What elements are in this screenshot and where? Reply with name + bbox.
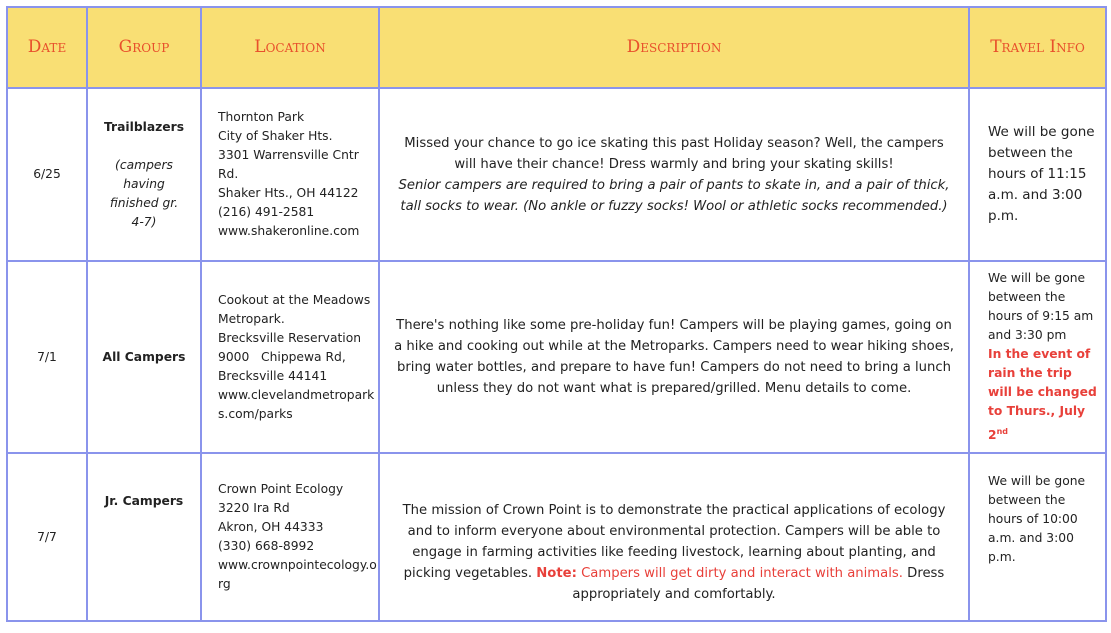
group-cell bbox=[87, 88, 201, 261]
location-line: (330) 668-8992 bbox=[218, 539, 315, 553]
location-line: Akron, OH 44333 bbox=[218, 520, 324, 534]
location-cell bbox=[201, 453, 379, 621]
ordinal-suffix: nd bbox=[996, 426, 1008, 436]
travel-cell: We will be gone between the hours of 11:15 a.m. and 3:00 p.m. bbox=[969, 88, 1106, 261]
description-cell bbox=[379, 88, 969, 261]
location-line: City of Shaker Hts. bbox=[218, 129, 333, 143]
location-cell bbox=[201, 88, 379, 261]
note-label: Note: bbox=[536, 565, 577, 581]
group-name: Trailblazers bbox=[103, 119, 185, 134]
date-cell: 7/1 bbox=[7, 261, 87, 453]
travel-cell: We will be gone between the hours of 10:00 a.m. and 3:00 p.m. bbox=[969, 453, 1106, 621]
location-line: Thornton Park bbox=[218, 110, 305, 124]
location-line: 3220 Ira Rd bbox=[218, 501, 290, 515]
rain-alert bbox=[988, 347, 1097, 441]
header-description: Description bbox=[379, 7, 969, 88]
location-line: (216) 491-2581 bbox=[218, 205, 315, 219]
group-note: (campers having finished gr. 4-7) bbox=[109, 157, 179, 229]
header-group: Group bbox=[87, 7, 201, 88]
schedule-table bbox=[6, 6, 1107, 622]
travel-cell bbox=[969, 261, 1106, 453]
description-text: The mission of Crown Point is to demonstrate the practical applications of ecology and to inform everyone about environmental protection. Campers will be able to engage in farming activities like feeding livestock, learning about planting, and picking vegetables. bbox=[402, 502, 946, 581]
table-row bbox=[7, 88, 1106, 261]
header-date: Date bbox=[7, 7, 87, 88]
location-line: Crown Point Ecology bbox=[218, 482, 344, 496]
location-line: 9000 Chippewa Rd, bbox=[218, 349, 346, 364]
group-name: All Campers bbox=[102, 349, 186, 364]
header-travel-info: Travel Info bbox=[969, 7, 1106, 88]
location-line: Brecksville Reservation bbox=[218, 330, 362, 345]
location-website: www.clevelandmetroparks.com/parks bbox=[218, 387, 375, 421]
table-row bbox=[7, 453, 1106, 621]
date-cell: 6/25 bbox=[7, 88, 87, 261]
location-line: Shaker Hts., OH 44122 bbox=[218, 186, 359, 200]
table-row bbox=[7, 261, 1106, 453]
note-text: Campers will get dirty and interact with animals. bbox=[576, 565, 903, 581]
description-cell bbox=[379, 453, 969, 621]
location-website: www.shakeronline.com bbox=[218, 224, 360, 238]
group-name: Jr. Campers bbox=[104, 494, 184, 508]
description-text: Missed your chance to go ice skating this past Holiday season? Well, the campers will have their chance! Dress warmly and bring your skating skills! bbox=[404, 135, 944, 172]
description-end: Dress appropriately and comfortably. bbox=[572, 565, 945, 602]
group-cell bbox=[87, 261, 201, 453]
travel-text: We will be gone between the hours of 9:15 am and 3:30 pm bbox=[988, 271, 1094, 343]
location-line: Cookout at the Meadows Metropark. bbox=[218, 292, 371, 326]
group-cell bbox=[87, 453, 201, 621]
location-website: www.crownpointecology.org bbox=[218, 558, 377, 591]
header-location: Location bbox=[201, 7, 379, 88]
rain-alert-text: In the event of rain the trip will be changed to Thurs., July 2 bbox=[988, 347, 1097, 442]
location-line: Brecksville 44141 bbox=[218, 368, 328, 383]
location-cell bbox=[201, 261, 379, 453]
date-cell: 7/7 bbox=[7, 453, 87, 621]
description-cell: There's nothing like some pre-holiday fun! Campers will be playing games, going on a hike and cooking out while at the Metroparks. Campers need to wear hiking shoes, bring water bottles, and prepare to have fun! Campers do not need to bring a lunch unless they do not want what is prepared/grilled. Menu details to come. bbox=[379, 261, 969, 453]
description-note: Senior campers are required to bring a pair of pants to skate in, and a pair of thick, tall socks to wear. (No ankle or fuzzy socks! Wool or athletic socks recommended.) bbox=[398, 177, 950, 214]
header-row bbox=[7, 7, 1106, 88]
location-line: 3301 Warrensville Cntr Rd. bbox=[218, 148, 359, 181]
